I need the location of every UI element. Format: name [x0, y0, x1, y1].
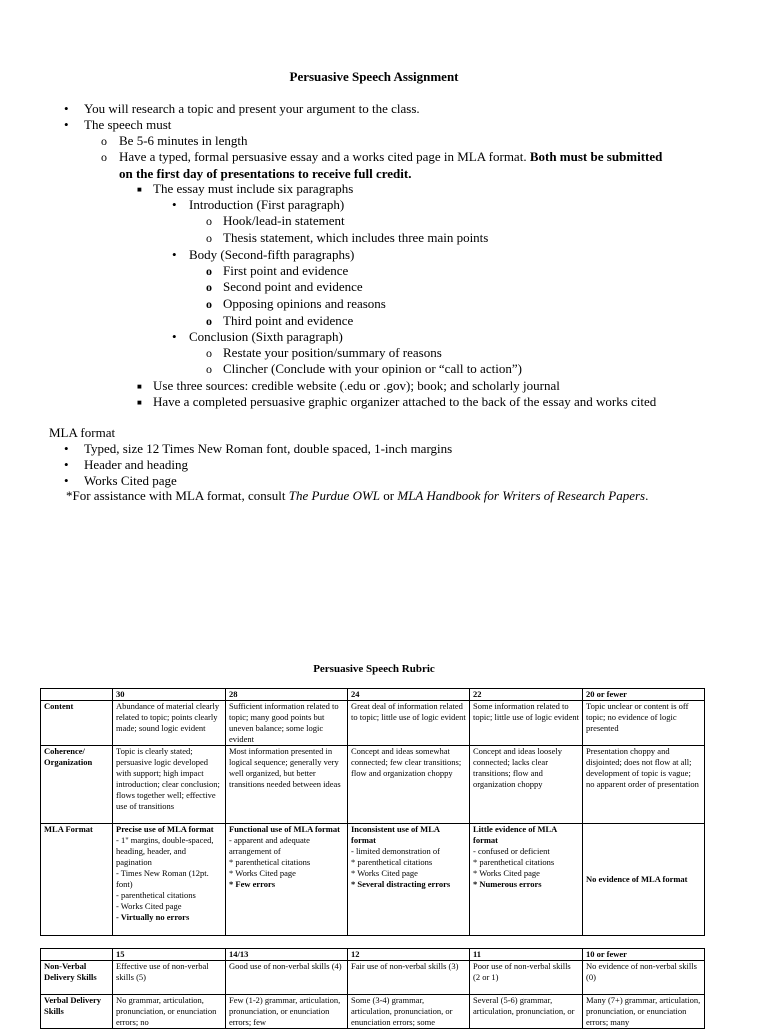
circle-marker: o [101, 150, 107, 164]
cell-line: * Works Cited page [473, 868, 540, 878]
rubric-row-coherence [41, 746, 705, 824]
cell-line: - Times New Roman (12pt. font) [116, 868, 209, 889]
intro-thesis: Thesis statement, which includes three main points [223, 230, 489, 245]
rubric-table-1 [40, 688, 705, 936]
square-marker: ■ [137, 185, 142, 194]
square-marker: ■ [137, 398, 142, 407]
rubric-cell: Sufficient information related to topic; many good points but uneven balance; some logic evident [226, 701, 348, 746]
circle-marker: o [101, 134, 107, 148]
rubric-cell: Concept and ideas loosely connected; lacks clear transitions; flow and organization choppy [470, 746, 583, 824]
header-cell: 10 or fewer [583, 949, 705, 961]
essay-six-paragraphs: The essay must include six paragraphs [153, 181, 354, 196]
mla-heading: MLA format [49, 425, 116, 440]
intro-item: Introduction (First paragraph) [189, 197, 345, 212]
rubric-cell: Poor use of non-verbal skills (2 or 1) [470, 961, 583, 995]
rubric-cell [226, 824, 348, 936]
bullet-marker: • [64, 441, 69, 456]
body-item: Body (Second-fifth paragraphs) [189, 247, 355, 262]
conclusion-restate: Restate your position/summary of reasons [223, 345, 442, 360]
purdue-owl-title: The Purdue OWL [288, 488, 381, 503]
mla-note [66, 488, 648, 504]
rubric-cell: Good use of non-verbal skills (4) [226, 961, 348, 995]
circle-marker: o [206, 362, 212, 376]
rubric-cell: Great deal of information related to topic; little use of logic evident [348, 701, 470, 746]
header-cell: 14/13 [226, 949, 348, 961]
bullet-marker: • [172, 247, 177, 262]
cell-line: - Virtually no errors [116, 912, 190, 922]
circle-marker: o [206, 264, 212, 278]
rubric-header-row [41, 689, 705, 701]
row-label: Verbal Delivery Skills [41, 995, 113, 1029]
organizer-item: Have a completed persuasive graphic organizer attached to the back of the essay and works cited [153, 394, 657, 409]
rubric-cell: Presentation choppy and disjointed; does not flow at all; development of topic is vague; no apparent order of presentation [583, 746, 705, 824]
header-cell: 24 [348, 689, 470, 701]
rubric-row-verbal [41, 995, 705, 1029]
cell-line: - apparent and adequate arrangement of [229, 835, 310, 856]
cell-heading: Precise use of MLA format [116, 824, 214, 834]
header-cell: 22 [470, 689, 583, 701]
cell-line: - 1" margins, double-spaced, heading, header, and pagination [116, 835, 214, 867]
row-label: Content [41, 701, 113, 746]
cell-line: - Works Cited page [116, 901, 182, 911]
sources-item: Use three sources: credible website (.edu or .gov); book; and scholarly journal [153, 378, 560, 393]
rubric-cell [470, 824, 583, 936]
body-third: Third point and evidence [223, 313, 354, 328]
mla-works-cited: Works Cited page [84, 473, 177, 488]
cell-line: * parenthetical citations [473, 857, 555, 867]
rubric-cell: Concept and ideas somewhat connected; few clear transitions; flow and organization choppy [348, 746, 470, 824]
assignment-title: Persuasive Speech Assignment [289, 69, 459, 84]
cell-line: * parenthetical citations [351, 857, 433, 867]
speech-length: Be 5-6 minutes in length [119, 133, 248, 148]
bullet-marker: • [64, 473, 69, 488]
header-cell: 20 or fewer [583, 689, 705, 701]
rubric-cell: No grammar, articulation, pronunciation, or enunciation errors; no [113, 995, 226, 1029]
bullet-speech-must: The speech must [84, 117, 172, 132]
rubric-cell [113, 824, 226, 936]
bullet-marker: • [64, 117, 69, 132]
essay-requirement-text: Have a typed, formal persuasive essay and a works cited page in MLA format. [119, 149, 530, 164]
rubric-cell: Effective use of non-verbal skills (5) [113, 961, 226, 995]
rubric-cell: No evidence of non-verbal skills (0) [583, 961, 705, 995]
cell-line: * Numerous errors [473, 879, 542, 889]
circle-marker: o [206, 214, 212, 228]
cell-line: * Works Cited page [351, 868, 418, 878]
cell-line: * Few errors [229, 879, 276, 889]
header-cell: 11 [470, 949, 583, 961]
cell-line: - parenthetical citations [116, 890, 196, 900]
mla-header: Header and heading [84, 457, 188, 472]
rubric-cell: Topic is clearly stated; persuasive logic developed with support; high impact introduction; clear conclusion; flows together well; effective use of transitions [113, 746, 226, 824]
conclusion-clincher: Clincher (Conclude with your opinion or “call to action”) [223, 361, 522, 376]
mla-handbook-title: MLA Handbook for Writers of Research Papers [397, 488, 646, 503]
mla-note-text: *For assistance with MLA format, consult [66, 488, 289, 503]
bullet-research: You will research a topic and present your argument to the class. [84, 101, 420, 116]
header-cell: 15 [113, 949, 226, 961]
rubric-cell: Few (1-2) grammar, articulation, pronunciation, or enunciation errors; few [226, 995, 348, 1029]
rubric-cell: Fair use of non-verbal skills (3) [348, 961, 470, 995]
bullet-marker: • [64, 101, 69, 116]
rubric-row-content [41, 701, 705, 746]
rubric-cell [348, 824, 470, 936]
rubric-cell: Topic unclear or content is off topic; no evidence of logic presented [583, 701, 705, 746]
circle-marker: o [206, 314, 212, 328]
rubric-cell: Many (7+) grammar, articulation, pronunciation, or enunciation errors; many [583, 995, 705, 1029]
rubric-cell: No evidence of MLA format [583, 824, 705, 936]
rubric-row-mla [41, 824, 705, 936]
body-first: First point and evidence [223, 263, 349, 278]
header-cell: 30 [113, 689, 226, 701]
bullet-marker: • [64, 457, 69, 472]
cell-line: * Several distracting errors [351, 879, 451, 889]
rubric-cell: Abundance of material clearly related to topic; points clearly made; sound logic evident [113, 701, 226, 746]
rubric-cell: Most information presented in logical sequence; generally very well organized, but better transitions needed between ideas [226, 746, 348, 824]
header-cell: 12 [348, 949, 470, 961]
header-cell: 28 [226, 689, 348, 701]
row-label: Coherence/ Organization [41, 746, 113, 824]
cell-line: - limited demonstration of [351, 846, 440, 856]
cell-heading: Functional use of MLA format [229, 824, 340, 834]
row-label: MLA Format [41, 824, 113, 936]
bullet-marker: • [172, 197, 177, 212]
essay-requirement [119, 149, 662, 165]
header-cell [41, 949, 113, 961]
rubric-title: Persuasive Speech Rubric [313, 663, 435, 675]
essay-deadline-bold-cont: on the first day of presentations to receive full credit. [119, 166, 412, 181]
intro-hook: Hook/lead-in statement [223, 213, 345, 228]
header-cell [41, 689, 113, 701]
row-label: Non-Verbal Delivery Skills [41, 961, 113, 995]
mla-note-or: or [380, 488, 398, 503]
conclusion-item: Conclusion (Sixth paragraph) [189, 329, 343, 344]
circle-marker: o [206, 280, 212, 294]
mla-typed: Typed, size 12 Times New Roman font, double spaced, 1-inch margins [84, 441, 453, 456]
rubric-row-nonverbal [41, 961, 705, 995]
cell-line: - confused or deficient [473, 846, 550, 856]
essay-deadline-bold: Both must be submitted [529, 149, 663, 164]
body-second: Second point and evidence [223, 279, 363, 294]
rubric-table-2 [40, 948, 705, 1029]
rubric-cell: Several (5-6) grammar, articulation, pronunciation, or [470, 995, 583, 1029]
cell-line: * Works Cited page [229, 868, 296, 878]
rubric-cell: Some (3-4) grammar, articulation, pronunciation, or enunciation errors; some [348, 995, 470, 1029]
mla-note-period: . [645, 488, 649, 503]
circle-marker: o [206, 231, 212, 245]
circle-marker: o [206, 346, 212, 360]
cell-heading: Inconsistent use of MLA format [351, 824, 440, 845]
square-marker: ■ [137, 382, 142, 391]
rubric-header-row [41, 949, 705, 961]
circle-marker: o [206, 297, 212, 311]
body-opposing: Opposing opinions and reasons [223, 296, 386, 311]
cell-heading: Little evidence of MLA format [473, 824, 557, 845]
cell-line: * parenthetical citations [229, 857, 311, 867]
bullet-marker: • [172, 329, 177, 344]
rubric-cell: Some information related to topic; little use of logic evident [470, 701, 583, 746]
